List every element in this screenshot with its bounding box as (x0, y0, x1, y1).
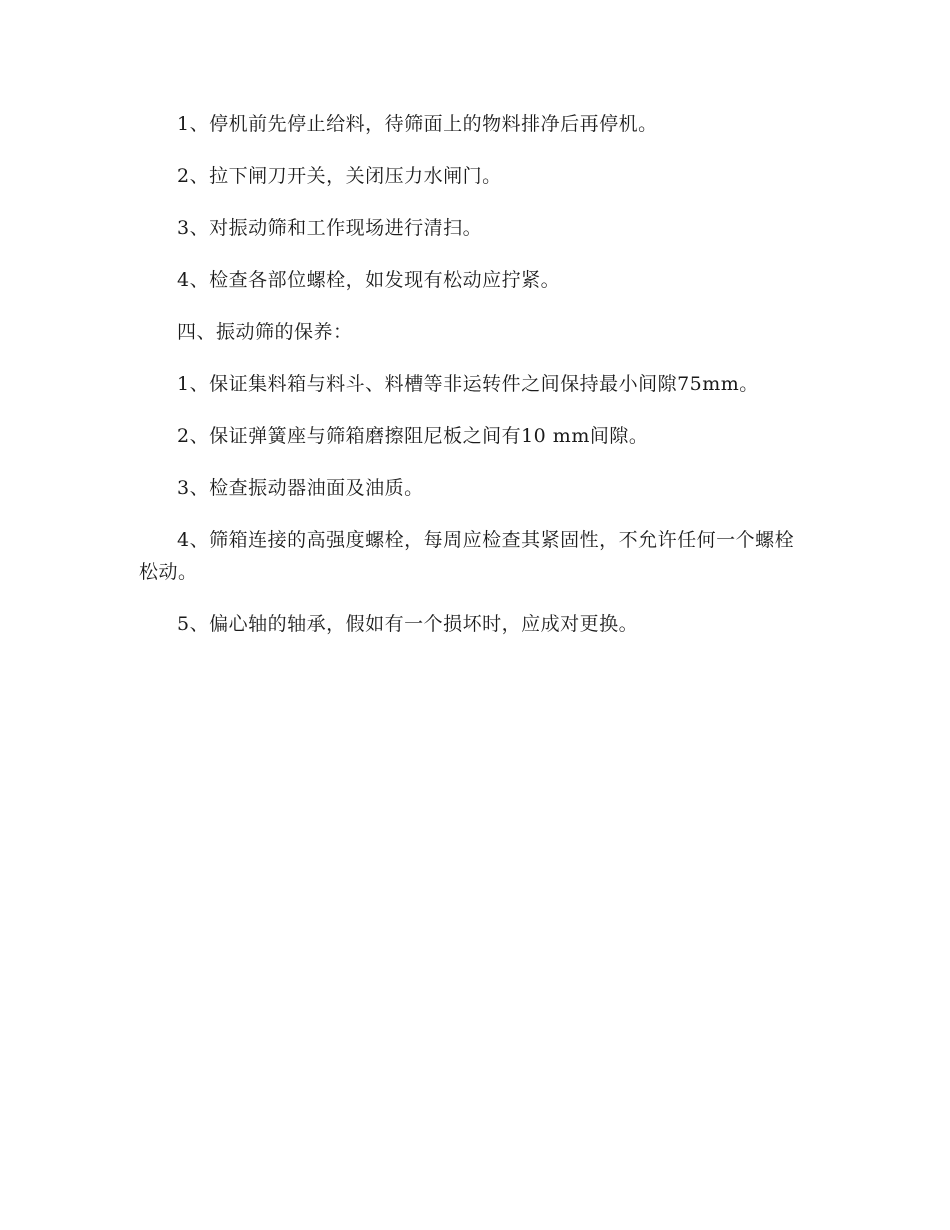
paragraph-stop-feeding: 1、停机前先停止给料，待筛面上的物料排净后再停机。 (177, 113, 658, 135)
paragraph-clearance-75mm: 1、保证集料箱与料斗、料槽等非运转件之间保持最小间隙75mm。 (177, 373, 759, 395)
paragraph-clearance-10mm: 2、保证弹簧座与筛箱磨擦阻尼板之间有10 mm间隙。 (177, 425, 649, 447)
paragraph-weekly-bolt-check: 4、筛箱连接的高强度螺栓，每周应检查其紧固性，不允许任何一个螺栓松动。 (139, 529, 795, 583)
document-body (139, 108, 811, 660)
paragraph-pull-switch: 2、拉下闸刀开关，关闭压力水闸门。 (177, 165, 502, 187)
paragraph-check-oil: 3、检查振动器油面及油质。 (177, 477, 424, 499)
section-heading-maintenance: 四、振动筛的保养： (177, 321, 353, 343)
paragraph-replace-bearings: 5、偏心轴的轴承，假如有一个损坏时，应成对更换。 (177, 613, 639, 635)
paragraph-check-bolts: 4、检查各部位螺栓，如发现有松动应拧紧。 (177, 269, 561, 291)
paragraph-clean-site: 3、对振动筛和工作现场进行清扫。 (177, 217, 483, 239)
